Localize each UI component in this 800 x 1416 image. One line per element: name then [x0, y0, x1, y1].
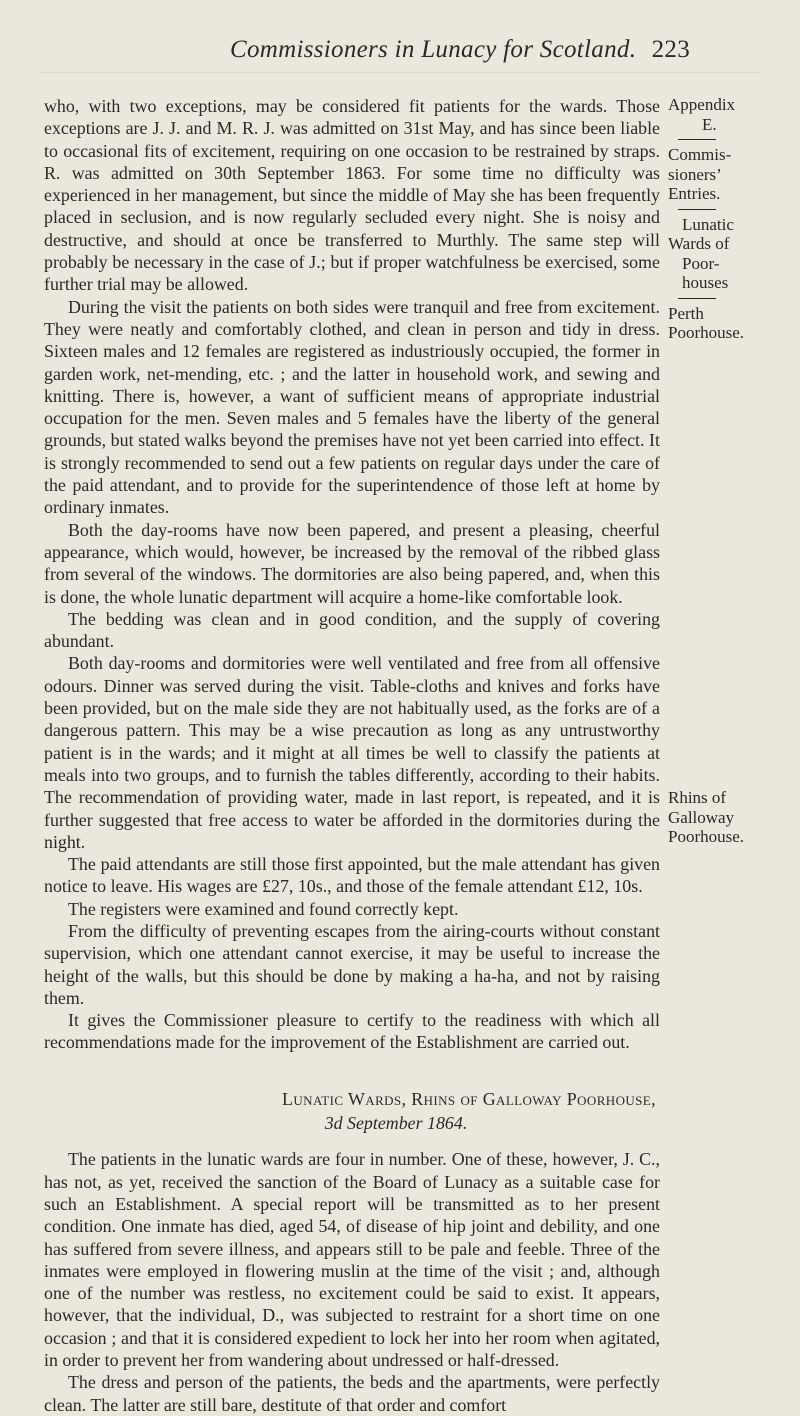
paragraph: During the visit the patients on both sides were tranquil and free from excitement. They were neatly and comfortably clothed, and clean in person and tidy in dress. Sixteen males and 12 females are registered as industriously occupied, the former in garden work, net-mending, etc. ; and the latter in household work, and sewing and knitting. There is, however, a want of sufficient means of appropriate industrial occupation for the men. Seven males and 5 females have the liberty of the general grounds, but stated walks beyond the premises have not yet been carried into effect. It is strongly recommended to send out a few patients on regular days under the care of the paid attendant, and to provide for the superintendence of those left at home by ordinary inmates.: [44, 296, 660, 518]
margin-line: Poorhouse.: [668, 827, 745, 846]
margin-line: Wards of: [668, 234, 730, 253]
paragraph: From the difficulty of preventing escapes from the airing-courts without constant supervision, which one attendant cannot exercise, it may be useful to increase the height of the walls, but this should be done by making a ha-ha, and not by raising them.: [44, 920, 660, 1008]
paragraph: The bedding was clean and in good condition, and the supply of covering abundant.: [44, 608, 660, 652]
paragraph: The paid attendants are still those first appointed, but the male attendant has given notice to leave. His wages are £27, 10s., and those of the female attendant £12, 10s.: [44, 854, 660, 897]
paragraph: who, with two exceptions, may be considered fit patients for the wards. Those exceptions are J. J. and M. R. J. was admitted on 31st May, and has since been liable to occasional fits of excitement, requiring on one occasion to be restrained by straps. R. was admitted on 30th September 1863. For some time no difficulty was experienced in her management, but since the middle of May she has been frequently placed in seclusion, and is now regularly secluded every night. She is noisy and destructive, and should at once be transferred to Murthly. The same step will probably be necessary in the case of J.; but if proper watchfulness be exercised, some further trial may be allowed.: [44, 96, 660, 295]
margin-note-bottom: [668, 788, 798, 847]
margin-line: Entries.: [668, 184, 721, 203]
paragraph: Both the day-rooms have now been papered, and present a pleasing, cheerful appearance, which would, however, be increased by the removal of the ribbed glass from several of the windows. The dormitories are also being papered, and, when this is done, the whole lunatic department will acquire a home-like comfortable look.: [44, 519, 660, 607]
running-title: Commissioners in Lunacy for Scotland.: [230, 36, 637, 63]
page-number: 223: [651, 36, 690, 63]
margin-rule: [678, 298, 716, 299]
margin-line: houses: [682, 273, 729, 292]
margin-line: Poorhouse.: [668, 323, 745, 342]
margin-rule: [678, 209, 716, 210]
margin-line: Lunatic: [682, 214, 734, 234]
margin-line: Appendix: [668, 95, 736, 114]
margin-line: Commis-: [668, 145, 732, 164]
section-date: 3d September 1864.: [324, 1113, 468, 1134]
paragraph: It gives the Commissioner pleasure to certify to the readiness with which all recommendations made for the improvement of the Establishment are carried out.: [44, 1010, 660, 1053]
margin-line: Galloway: [668, 807, 735, 827]
main-text-column: [44, 95, 660, 1416]
paragraph: The dress and person of the patients, the beds and the apartments, were perfectly clean. The latter are still bare, destitute of that order and comfort: [44, 1372, 660, 1415]
margin-line: Perth: [668, 303, 704, 323]
section-heading: Lunatic Wards, Rhins of Galloway Poorhouse,: [282, 1088, 656, 1109]
margin-line: Poor-: [682, 253, 720, 273]
paragraph: The registers were examined and found correctly kept.: [68, 898, 459, 919]
margin-line: Rhins of: [668, 788, 727, 807]
margin-rule: [678, 139, 716, 140]
paragraph: The patients in the lunatic wards are four in number. One of these, however, J. C., has not, as yet, received the sanction of the Board of Lunacy as a suitable case for such an Establishment. A special report will be transmitted as to her present condition. One inmate has died, aged 54, of disease of hip joint and debility, and one has suffered from severe illness, and appears still to be pale and feeble. Three of the inmates were employed in flowering muslin at the time of the visit ; and, although one of the number was restless, no excitement could be said to exist. It appears, however, that the individual, D., was subjected to restraint for a short time on one occasion ; and that it is considered expedient to lock her into her room when agitated, in order to prevent her from wandering about undressed or half-dressed.: [44, 1149, 660, 1371]
margin-line: E.: [702, 114, 717, 134]
margin-note-top: [668, 95, 798, 343]
page-edge-line: [40, 72, 760, 73]
paragraph: Both day-rooms and dormitories were well ventilated and free from all offensive odours. Dinner was served during the visit. Table-cloths and knives and forks have been provided, but on the male side they are not habitually used, as the forks are of a dangerous pattern. This may be a wise precaution as long as any untrustworthy patient is in the wards; and it might at all times be well to classify the patients at meals into two groups, and to furnish the tables differently, according to their habits. The recommendation of providing water, made in last report, is repeated, and it is further suggested that free access to water be afforded in the dormitories during the night.: [44, 653, 660, 852]
margin-line: sioners’: [668, 164, 722, 184]
page-header: [230, 36, 690, 64]
